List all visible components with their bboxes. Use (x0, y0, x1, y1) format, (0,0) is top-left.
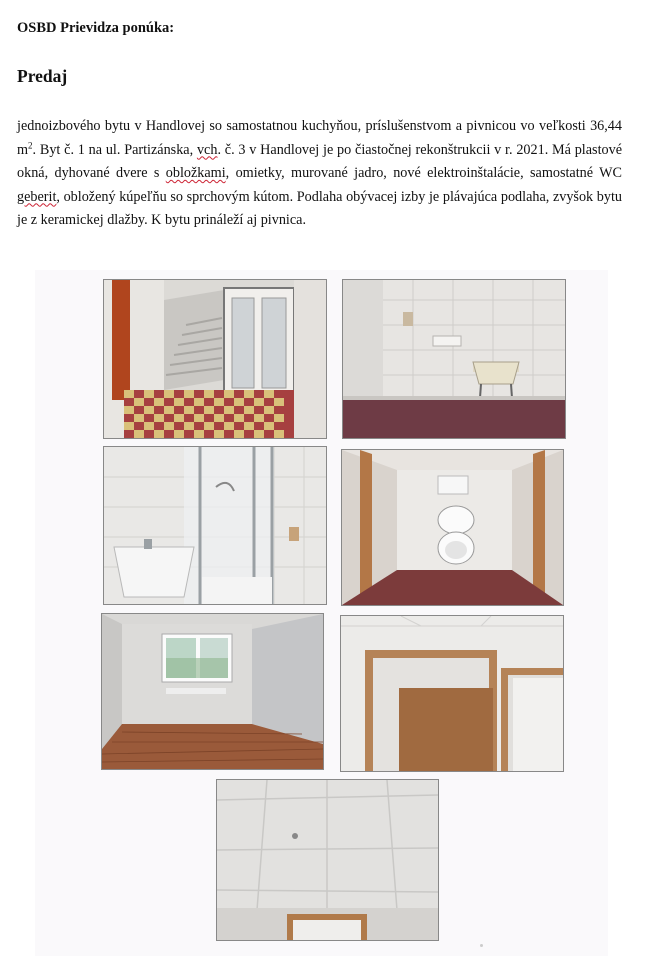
photo-ceiling (216, 779, 439, 941)
photo-kitchen-corner (342, 279, 566, 439)
photo-bathroom-shower (103, 446, 327, 605)
paragraph-text: . Byt č. 1 na ul. Partizánska, (32, 141, 197, 158)
paragraph-text: jednoizbového bytu v Handlovej so samostatnou kuchyňou, príslušenstvom a pivnicou vo veľkosti 36,44 m (17, 118, 622, 158)
photo-stairwell (103, 279, 327, 439)
offer-header: OSBD Prievidza ponúka: (17, 20, 175, 36)
paragraph-text: . č. 3 v Handlovej je po čiastočnej rekonštrukcii v r. 2021. Má plastové okná, dyhované dvere s (17, 141, 622, 181)
paragraph-text: , obložený kúpeľňu so sprchovým kútom. Podlaha obývacej izby je plávajúca podlaha, zvyšok bytu je z keramickej dlažby. K bytu prináleží aj pivnica. (17, 188, 622, 228)
description-paragraph (17, 115, 622, 233)
spellcheck-word: geberit (17, 188, 57, 205)
paragraph-text: , omietky, murované jadro, nové elektroinštalácie, samostatné WC (225, 165, 623, 181)
photo-doorways (340, 615, 564, 772)
spellcheck-word: vch (196, 141, 218, 158)
spellcheck-word: obložkami (165, 165, 226, 181)
section-title: Predaj (17, 66, 68, 86)
photo-wc-geberit (341, 449, 564, 606)
photo-living-room (101, 613, 324, 770)
area-unit-superscript: 2 (28, 139, 33, 150)
scan-speck (480, 944, 483, 947)
